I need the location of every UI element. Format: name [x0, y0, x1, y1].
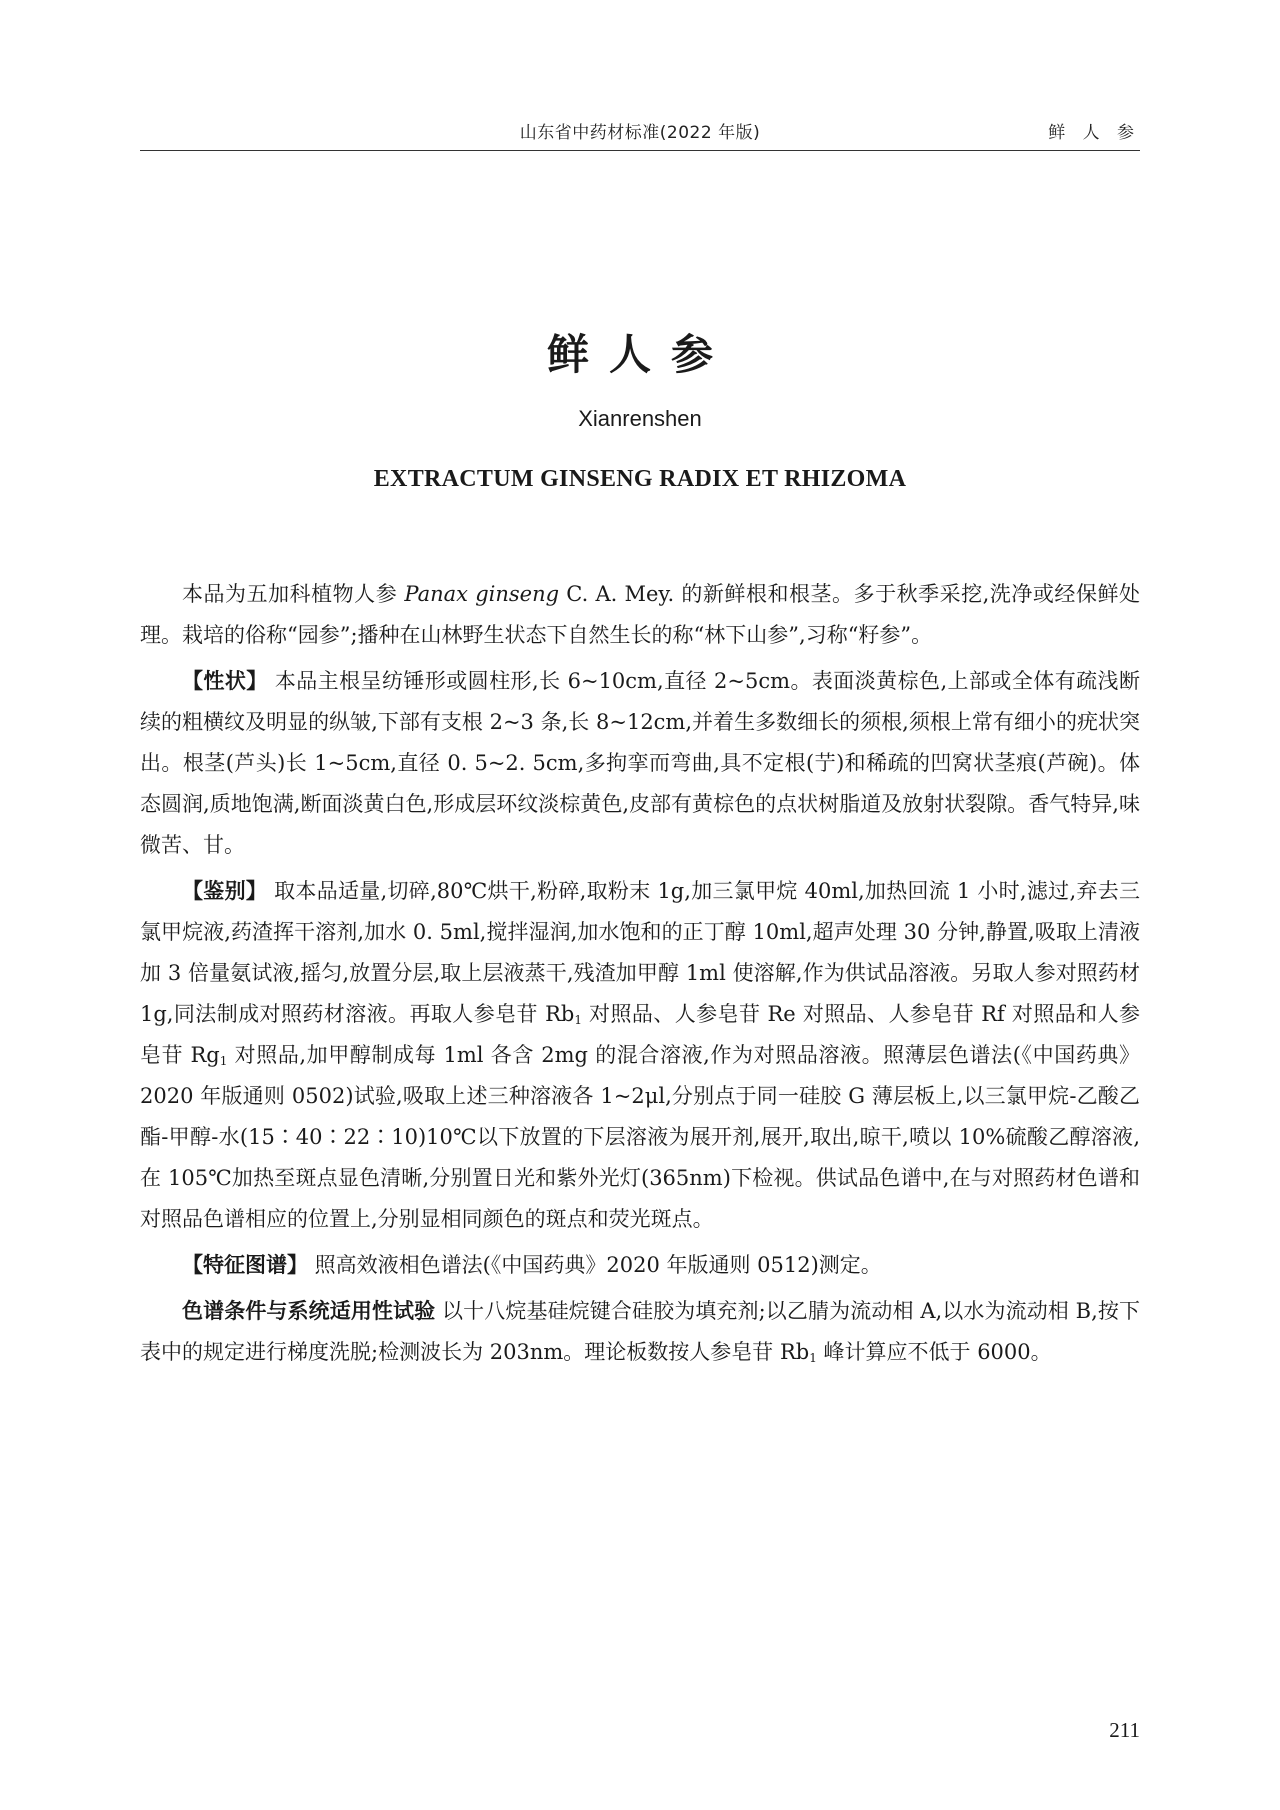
conditions-label: 色谱条件与系统适用性试验	[182, 1299, 436, 1323]
identification-label: 【鉴别】	[182, 879, 268, 903]
monograph-body	[140, 574, 1140, 1378]
intro-paragraph: 本品为五加科植物人参 Panax ginseng C. A. Mey. 的新鲜根和根茎。多于秋季采挖,洗净或经保鲜处理。栽培的俗称“园参”;播种在山林野生状态下自然生长的称“林下山参”,习称“籽参”。	[140, 582, 1140, 647]
species-name: Panax ginseng	[404, 582, 560, 606]
pinyin-name: Xianrenshen	[578, 406, 702, 431]
monograph-title: 鲜人参	[546, 330, 733, 379]
characters-label: 【性状】	[182, 669, 268, 693]
book-title: 山东省中药材标准(2022 年版)	[519, 123, 761, 143]
page-number: 211	[1109, 1718, 1140, 1742]
latin-name: EXTRACTUM GINSENG RADIX ET RHIZOMA	[373, 466, 907, 492]
identification-paragraph: 【鉴别】 取本品适量,切碎,80℃烘干,粉碎,取粉末 1g,加三氯甲烷 40ml,加热回流 1 小时,滤过,弃去三氯甲烷液,药渣挥干溶剂,加水 0. 5ml,搅拌湿润,加水饱和的正丁醇 10ml,超声处理 30 分钟,静置,吸取上清液加 3 倍量氨试液,摇匀,放置分层,取上层液蒸干,残渣加甲醇 1ml 使溶解,作为供试品溶液。另取人参对照药材 1g,同法制成对照药材溶液。再取人参皂苷 $Rb_1$ 对照品、人参皂苷 Re 对照品、人参皂苷 Rf 对照品和人参皂苷 $Rg_1$ 对照品,加甲醇制成每 1ml 各含 2mg 的混合溶液,作为对照品溶液。照薄层色谱法(《中国药典》2020 年版通则 0502)试验,吸取上述三种溶液各 1~2μl,分别点于同一硅胶 G 薄层板上,以三氯甲烷-乙酸乙酯-甲醇-水(15∶40∶22∶10)10℃以下放置的下层溶液为展开剂,展开,取出,晾干,喷以 10%硫酸乙醇溶液,在 105℃加热至斑点显色清晰,分别置日光和紫外光灯(365nm)下检视。供试品色谱中,在与对照药材色谱和对照品色谱相应的位置上,分别显相同颜色的斑点和荧光斑点。	[140, 879, 1140, 1231]
running-header	[140, 112, 1140, 146]
fingerprint-label: 【特征图谱】	[182, 1253, 308, 1277]
fingerprint-paragraph: 【特征图谱】 照高效液相色谱法(《中国药典》2020 年版通则 0512)测定。	[182, 1253, 882, 1277]
header-rule	[140, 150, 1140, 151]
characters-paragraph: 【性状】 本品主根呈纺锤形或圆柱形,长 6~10cm,直径 2~5cm。表面淡黄棕色,上部或全体有疏浅断续的粗横纹及明显的纵皱,下部有支根 2~3 条,长 8~12cm,并着生多数细长的须根,须根上常有细小的疣状突出。根茎(芦头)长 1~5cm,直径 0. 5~2. 5cm,多拘挛而弯曲,具不定根(艼)和稀疏的凹窝状茎痕(芦碗)。体态圆润,质地饱满,断面淡黄白色,形成层环纹淡棕黄色,皮部有黄棕色的点状树脂道及放射状裂隙。香气特异,味微苦、甘。	[140, 669, 1140, 857]
conditions-paragraph: 色谱条件与系统适用性试验 以十八烷基硅烷键合硅胶为填充剂;以乙腈为流动相 A,以水为流动相 B,按下表中的规定进行梯度洗脱;检测波长为 203nm。理论板数按人参皂苷 $Rb_1$ 峰计算应不低于 6000。	[140, 1299, 1141, 1365]
entry-name: 鲜 人 参	[1048, 123, 1140, 143]
